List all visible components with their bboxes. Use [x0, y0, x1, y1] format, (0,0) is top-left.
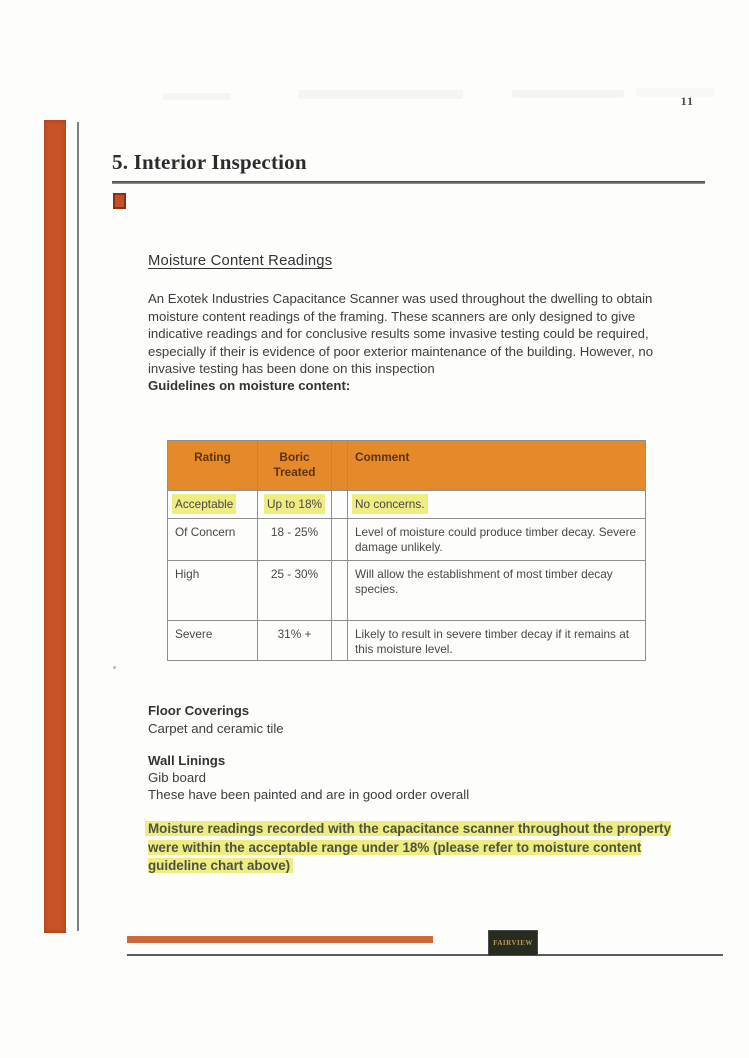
floor-coverings-value: Carpet and ceramic tile — [148, 720, 284, 736]
cell-rating: Acceptable — [168, 491, 258, 519]
header-comment: Comment — [348, 441, 646, 491]
footer-rule-line — [127, 954, 723, 956]
table-row — [168, 519, 646, 561]
header-boric-treated: Boric Treated — [258, 441, 332, 491]
cell-boric: 25 - 30% — [258, 561, 332, 621]
wall-linings-line2: These have been painted and are in good order overall — [148, 787, 470, 803]
wall-linings-label: Wall Linings — [148, 753, 226, 768]
cell-boric: Up to 18% — [258, 491, 332, 519]
accent-square-bullet — [113, 193, 126, 209]
table-row — [168, 561, 646, 621]
scan-artifact — [298, 90, 463, 99]
guidelines-label: Guidelines on moisture content: — [148, 378, 351, 394]
cell-spacer — [332, 561, 348, 621]
scan-artifact — [512, 90, 624, 98]
company-logo-text: FAIRVIEW — [493, 939, 533, 947]
cell-rating: Severe — [168, 621, 258, 661]
cell-rating: Of Concern — [168, 519, 258, 561]
header-rating: Rating — [168, 441, 258, 491]
scan-artifact-dot — [113, 666, 116, 669]
moisture-section — [148, 253, 664, 395]
company-logo-badge — [488, 930, 538, 956]
page-number: 11 — [680, 94, 694, 108]
floor-coverings-section — [148, 702, 284, 737]
moisture-intro-paragraph: An Exotek Industries Capacitance Scanner was used throughout the dwelling to obtain moisture content readings of the framing. These scanners are only designed to give indicative readings and for conclusive results some invasive testing could be required, especially if their is evidence of poor exterior maintenance of the building. However, no invasive testing has been done on this inspection — [148, 291, 654, 377]
cell-boric: 18 - 25% — [258, 519, 332, 561]
table-header-row — [168, 441, 646, 491]
wall-linings-line1: Gib board — [148, 770, 206, 786]
cell-comment: Likely to result in severe timber decay if it remains at this moisture level. — [348, 621, 646, 661]
section-title: 5. Interior Inspection — [112, 150, 307, 174]
footer-accent-bar — [127, 936, 433, 943]
header-spacer — [332, 441, 348, 491]
cell-spacer — [332, 491, 348, 519]
cell-spacer — [332, 621, 348, 661]
scan-artifact — [163, 93, 231, 100]
cell-spacer — [332, 519, 348, 561]
highlighted-summary-note: Moisture readings recorded with the capacitance scanner throughout the property were within the acceptable range under 18% (please refer to moisture content guideline chart above) — [148, 821, 672, 874]
floor-coverings-label: Floor Coverings — [148, 703, 250, 718]
left-rule-line — [77, 122, 79, 931]
moisture-guideline-table — [167, 440, 646, 661]
moisture-heading: Moisture Content Readings — [148, 253, 333, 269]
table-row — [168, 491, 646, 519]
wall-linings-section — [148, 752, 469, 804]
table-row — [168, 621, 646, 661]
cell-comment: Will allow the establishment of most timber decay species. — [348, 561, 646, 621]
title-underline-rule — [112, 181, 705, 184]
scan-artifact — [636, 88, 714, 97]
left-accent-bar — [44, 120, 66, 933]
cell-boric: 31% + — [258, 621, 332, 661]
cell-rating: High — [168, 561, 258, 621]
cell-comment: No concerns. — [348, 491, 646, 519]
cell-comment: Level of moisture could produce timber decay. Severe damage unlikely. — [348, 519, 646, 561]
